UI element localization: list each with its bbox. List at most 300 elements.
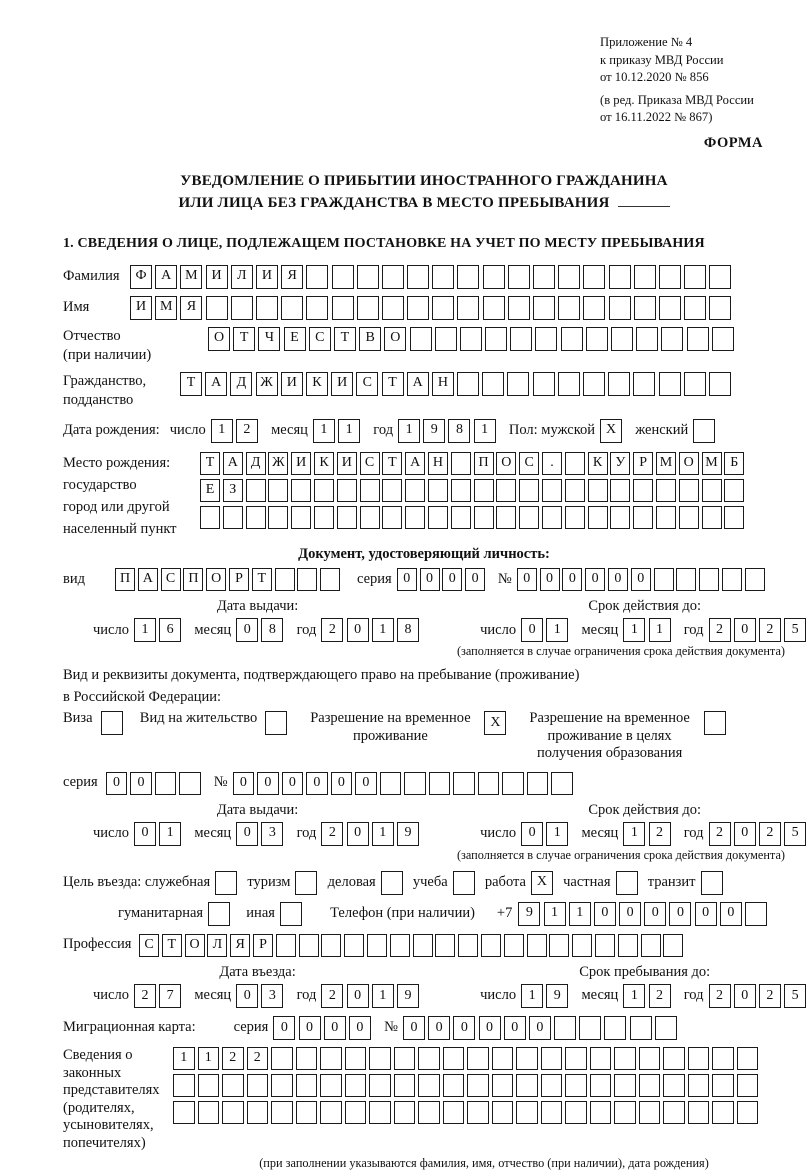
char-cell[interactable]: И <box>331 372 353 396</box>
char-cell[interactable] <box>659 372 681 396</box>
char-cell[interactable]: 0 <box>631 568 651 591</box>
char-cell[interactable] <box>268 506 288 529</box>
char-cell[interactable] <box>485 327 507 351</box>
char-cell[interactable]: 5 <box>784 618 806 642</box>
char-cell[interactable]: 1 <box>372 618 394 642</box>
char-cell[interactable] <box>614 1101 636 1124</box>
char-cell[interactable]: 0 <box>585 568 605 591</box>
char-cell[interactable]: 0 <box>521 822 543 846</box>
char-cell[interactable]: И <box>256 265 278 289</box>
char-cell[interactable] <box>549 934 569 957</box>
char-cell[interactable]: С <box>139 934 159 957</box>
char-cell[interactable]: 0 <box>608 568 628 591</box>
char-cell[interactable]: Н <box>432 372 454 396</box>
char-cell[interactable]: О <box>384 327 406 351</box>
char-cell[interactable] <box>467 1047 489 1070</box>
char-cell[interactable]: 1 <box>544 902 566 926</box>
char-cell[interactable]: 0 <box>540 568 560 591</box>
char-cell[interactable] <box>688 1047 710 1070</box>
char-cell[interactable]: Т <box>382 372 404 396</box>
char-cell[interactable] <box>630 1016 652 1040</box>
name-cells[interactable] <box>130 296 735 320</box>
char-cell[interactable]: X <box>531 871 553 895</box>
char-cell[interactable]: 1 <box>198 1047 220 1070</box>
char-cell[interactable]: 0 <box>428 1016 450 1040</box>
char-cell[interactable] <box>345 1101 367 1124</box>
entry-month-cells[interactable] <box>236 984 286 1008</box>
char-cell[interactable] <box>231 296 253 320</box>
char-cell[interactable] <box>215 871 237 895</box>
char-cell[interactable] <box>527 934 547 957</box>
char-cell[interactable] <box>380 772 402 795</box>
rvp-issue-month-cells[interactable] <box>236 822 286 846</box>
char-cell[interactable] <box>299 934 319 957</box>
char-cell[interactable] <box>688 1074 710 1097</box>
char-cell[interactable]: 1 <box>521 984 543 1008</box>
char-cell[interactable]: 5 <box>784 822 806 846</box>
char-cell[interactable] <box>443 1074 465 1097</box>
char-cell[interactable]: 1 <box>211 419 233 443</box>
char-cell[interactable] <box>394 1074 416 1097</box>
char-cell[interactable] <box>604 1016 626 1040</box>
char-cell[interactable] <box>699 568 719 591</box>
char-cell[interactable]: Я <box>281 265 303 289</box>
char-cell[interactable]: 8 <box>448 419 470 443</box>
char-cell[interactable] <box>467 1101 489 1124</box>
char-cell[interactable] <box>533 372 555 396</box>
char-cell[interactable] <box>297 568 317 591</box>
char-cell[interactable] <box>661 327 683 351</box>
place-number-blank[interactable] <box>618 193 670 207</box>
residence-permit-checkbox[interactable] <box>265 711 290 735</box>
char-cell[interactable]: Д <box>246 452 266 475</box>
char-cell[interactable] <box>565 452 585 475</box>
char-cell[interactable] <box>618 934 638 957</box>
char-cell[interactable] <box>281 296 303 320</box>
char-cell[interactable]: 1 <box>398 419 420 443</box>
char-cell[interactable] <box>337 479 357 502</box>
purpose-private-checkbox[interactable] <box>616 871 641 895</box>
char-cell[interactable] <box>608 372 630 396</box>
visa-checkbox[interactable] <box>101 711 126 735</box>
char-cell[interactable] <box>583 372 605 396</box>
char-cell[interactable]: О <box>496 452 516 475</box>
char-cell[interactable] <box>565 1101 587 1124</box>
char-cell[interactable] <box>435 934 455 957</box>
char-cell[interactable] <box>320 568 340 591</box>
char-cell[interactable] <box>724 506 744 529</box>
char-cell[interactable] <box>688 1101 710 1124</box>
char-cell[interactable] <box>693 419 715 443</box>
patronymic-cells[interactable] <box>208 327 737 351</box>
purpose-business-checkbox[interactable] <box>381 871 406 895</box>
char-cell[interactable] <box>527 772 549 795</box>
char-cell[interactable]: 0 <box>282 772 304 795</box>
char-cell[interactable]: 0 <box>349 1016 371 1040</box>
char-cell[interactable] <box>344 934 364 957</box>
char-cell[interactable] <box>482 372 504 396</box>
char-cell[interactable] <box>474 479 494 502</box>
char-cell[interactable] <box>541 1101 563 1124</box>
char-cell[interactable]: О <box>679 452 699 475</box>
birth-place-row3-cells[interactable] <box>200 506 747 529</box>
char-cell[interactable]: 0 <box>355 772 377 795</box>
char-cell[interactable]: 0 <box>331 772 353 795</box>
char-cell[interactable]: А <box>405 452 425 475</box>
char-cell[interactable] <box>320 1074 342 1097</box>
char-cell[interactable] <box>451 479 471 502</box>
char-cell[interactable]: Д <box>230 372 252 396</box>
char-cell[interactable]: 9 <box>397 984 419 1008</box>
char-cell[interactable] <box>510 327 532 351</box>
char-cell[interactable] <box>676 568 696 591</box>
char-cell[interactable]: Т <box>162 934 182 957</box>
char-cell[interactable] <box>636 327 658 351</box>
char-cell[interactable]: 1 <box>159 822 181 846</box>
char-cell[interactable] <box>633 372 655 396</box>
char-cell[interactable]: 2 <box>134 984 156 1008</box>
char-cell[interactable] <box>565 1047 587 1070</box>
char-cell[interactable]: П <box>474 452 494 475</box>
char-cell[interactable] <box>614 1074 636 1097</box>
char-cell[interactable] <box>247 1101 269 1124</box>
representatives-row1-cells[interactable] <box>173 1047 761 1070</box>
char-cell[interactable]: 0 <box>529 1016 551 1040</box>
char-cell[interactable]: 5 <box>784 984 806 1008</box>
char-cell[interactable] <box>443 1047 465 1070</box>
char-cell[interactable] <box>679 506 699 529</box>
gender-female-checkbox[interactable] <box>693 419 718 443</box>
char-cell[interactable]: М <box>155 296 177 320</box>
char-cell[interactable] <box>588 479 608 502</box>
rvp-series-cells[interactable] <box>106 772 204 795</box>
char-cell[interactable] <box>256 296 278 320</box>
char-cell[interactable] <box>381 871 403 895</box>
doc-valid-year-cells[interactable] <box>709 618 809 642</box>
char-cell[interactable]: 0 <box>347 822 369 846</box>
char-cell[interactable] <box>610 506 630 529</box>
doc-issue-day-cells[interactable] <box>134 618 184 642</box>
rvp-valid-year-cells[interactable] <box>709 822 809 846</box>
char-cell[interactable]: С <box>161 568 181 591</box>
char-cell[interactable]: 1 <box>649 618 671 642</box>
char-cell[interactable] <box>558 372 580 396</box>
char-cell[interactable] <box>516 1047 538 1070</box>
char-cell[interactable] <box>360 506 380 529</box>
char-cell[interactable]: 0 <box>273 1016 295 1040</box>
char-cell[interactable] <box>565 479 585 502</box>
rvp-valid-month-cells[interactable] <box>623 822 673 846</box>
rvp-number-cells[interactable] <box>233 772 576 795</box>
rvp-issue-day-cells[interactable] <box>134 822 184 846</box>
char-cell[interactable]: 1 <box>623 984 645 1008</box>
char-cell[interactable] <box>332 296 354 320</box>
char-cell[interactable] <box>702 479 722 502</box>
char-cell[interactable] <box>572 934 592 957</box>
char-cell[interactable] <box>275 568 295 591</box>
char-cell[interactable]: 0 <box>236 618 258 642</box>
char-cell[interactable] <box>554 1016 576 1040</box>
char-cell[interactable] <box>457 372 479 396</box>
char-cell[interactable]: 6 <box>159 618 181 642</box>
char-cell[interactable]: X <box>484 711 506 735</box>
char-cell[interactable] <box>609 265 631 289</box>
char-cell[interactable] <box>271 1101 293 1124</box>
purpose-other-checkbox[interactable] <box>280 902 305 926</box>
char-cell[interactable]: Ж <box>268 452 288 475</box>
char-cell[interactable]: Т <box>180 372 202 396</box>
char-cell[interactable] <box>492 1047 514 1070</box>
char-cell[interactable] <box>633 479 653 502</box>
mig-number-cells[interactable] <box>403 1016 680 1040</box>
char-cell[interactable] <box>337 506 357 529</box>
char-cell[interactable]: 1 <box>546 822 568 846</box>
char-cell[interactable] <box>542 479 562 502</box>
char-cell[interactable]: А <box>223 452 243 475</box>
char-cell[interactable] <box>291 479 311 502</box>
doc-number-cells[interactable] <box>517 568 768 591</box>
char-cell[interactable]: 0 <box>236 984 258 1008</box>
char-cell[interactable] <box>457 296 479 320</box>
char-cell[interactable]: Р <box>633 452 653 475</box>
char-cell[interactable] <box>246 506 266 529</box>
char-cell[interactable]: 0 <box>306 772 328 795</box>
char-cell[interactable] <box>595 934 615 957</box>
char-cell[interactable]: З <box>223 479 243 502</box>
char-cell[interactable]: 0 <box>720 902 742 926</box>
char-cell[interactable] <box>565 506 585 529</box>
char-cell[interactable] <box>634 296 656 320</box>
doc-issue-year-cells[interactable] <box>321 618 422 642</box>
stay-year-cells[interactable] <box>709 984 809 1008</box>
char-cell[interactable] <box>208 902 230 926</box>
rvp-issue-year-cells[interactable] <box>321 822 422 846</box>
char-cell[interactable] <box>206 296 228 320</box>
char-cell[interactable]: . <box>542 452 562 475</box>
char-cell[interactable] <box>633 506 653 529</box>
char-cell[interactable] <box>332 265 354 289</box>
char-cell[interactable] <box>173 1101 195 1124</box>
char-cell[interactable]: А <box>155 265 177 289</box>
char-cell[interactable]: 1 <box>173 1047 195 1070</box>
char-cell[interactable]: 7 <box>159 984 181 1008</box>
char-cell[interactable]: 0 <box>504 1016 526 1040</box>
char-cell[interactable] <box>737 1101 759 1124</box>
char-cell[interactable] <box>407 296 429 320</box>
char-cell[interactable]: А <box>205 372 227 396</box>
char-cell[interactable]: 8 <box>397 618 419 642</box>
char-cell[interactable] <box>663 1074 685 1097</box>
char-cell[interactable] <box>460 327 482 351</box>
char-cell[interactable] <box>641 934 661 957</box>
char-cell[interactable] <box>369 1047 391 1070</box>
char-cell[interactable] <box>458 934 478 957</box>
char-cell[interactable] <box>508 296 530 320</box>
char-cell[interactable]: 0 <box>734 984 756 1008</box>
char-cell[interactable]: 2 <box>709 618 731 642</box>
char-cell[interactable] <box>410 327 432 351</box>
char-cell[interactable] <box>222 1101 244 1124</box>
char-cell[interactable] <box>451 506 471 529</box>
char-cell[interactable]: Н <box>428 452 448 475</box>
char-cell[interactable]: 2 <box>759 822 781 846</box>
char-cell[interactable]: 1 <box>338 419 360 443</box>
char-cell[interactable]: 2 <box>236 419 258 443</box>
surname-cells[interactable] <box>130 265 735 289</box>
doc-valid-day-cells[interactable] <box>521 618 571 642</box>
doc-valid-month-cells[interactable] <box>623 618 673 642</box>
char-cell[interactable]: 0 <box>134 822 156 846</box>
char-cell[interactable] <box>246 479 266 502</box>
char-cell[interactable] <box>413 934 433 957</box>
char-cell[interactable]: 9 <box>546 984 568 1008</box>
mig-series-cells[interactable] <box>273 1016 374 1040</box>
char-cell[interactable]: X <box>600 419 622 443</box>
char-cell[interactable] <box>709 296 731 320</box>
char-cell[interactable] <box>502 772 524 795</box>
birth-month-cells[interactable] <box>313 419 363 443</box>
entry-year-cells[interactable] <box>321 984 422 1008</box>
purpose-transit-checkbox[interactable] <box>701 871 726 895</box>
char-cell[interactable]: 1 <box>134 618 156 642</box>
char-cell[interactable]: 0 <box>669 902 691 926</box>
char-cell[interactable] <box>369 1074 391 1097</box>
char-cell[interactable]: 2 <box>222 1047 244 1070</box>
char-cell[interactable] <box>663 934 683 957</box>
char-cell[interactable] <box>200 506 220 529</box>
stay-day-cells[interactable] <box>521 984 571 1008</box>
char-cell[interactable] <box>291 506 311 529</box>
char-cell[interactable]: Б <box>724 452 744 475</box>
char-cell[interactable] <box>558 296 580 320</box>
char-cell[interactable]: 0 <box>257 772 279 795</box>
char-cell[interactable] <box>712 1047 734 1070</box>
char-cell[interactable]: 2 <box>649 984 671 1008</box>
char-cell[interactable] <box>271 1047 293 1070</box>
char-cell[interactable] <box>533 265 555 289</box>
char-cell[interactable] <box>611 327 633 351</box>
char-cell[interactable]: С <box>309 327 331 351</box>
doc-kind-cells[interactable] <box>115 568 343 591</box>
char-cell[interactable] <box>679 479 699 502</box>
char-cell[interactable]: 1 <box>313 419 335 443</box>
char-cell[interactable] <box>198 1101 220 1124</box>
char-cell[interactable] <box>709 372 731 396</box>
char-cell[interactable]: 0 <box>734 822 756 846</box>
char-cell[interactable] <box>369 1101 391 1124</box>
char-cell[interactable] <box>432 296 454 320</box>
char-cell[interactable]: 0 <box>420 568 440 591</box>
char-cell[interactable] <box>737 1047 759 1070</box>
char-cell[interactable] <box>712 327 734 351</box>
char-cell[interactable]: О <box>206 568 226 591</box>
char-cell[interactable] <box>443 1101 465 1124</box>
char-cell[interactable]: 0 <box>106 772 128 795</box>
char-cell[interactable]: 2 <box>709 822 731 846</box>
char-cell[interactable]: О <box>185 934 205 957</box>
char-cell[interactable] <box>357 296 379 320</box>
char-cell[interactable]: 0 <box>517 568 537 591</box>
rvp-valid-day-cells[interactable] <box>521 822 571 846</box>
char-cell[interactable] <box>541 1074 563 1097</box>
char-cell[interactable] <box>507 372 529 396</box>
char-cell[interactable] <box>616 871 638 895</box>
char-cell[interactable] <box>704 711 726 735</box>
char-cell[interactable] <box>453 772 475 795</box>
char-cell[interactable] <box>659 296 681 320</box>
char-cell[interactable] <box>745 902 767 926</box>
char-cell[interactable] <box>394 1047 416 1070</box>
char-cell[interactable] <box>296 1047 318 1070</box>
char-cell[interactable]: 0 <box>521 618 543 642</box>
char-cell[interactable] <box>492 1101 514 1124</box>
char-cell[interactable]: А <box>407 372 429 396</box>
char-cell[interactable] <box>173 1074 195 1097</box>
char-cell[interactable] <box>583 265 605 289</box>
char-cell[interactable] <box>579 1016 601 1040</box>
char-cell[interactable]: С <box>360 452 380 475</box>
char-cell[interactable] <box>432 265 454 289</box>
char-cell[interactable]: Р <box>229 568 249 591</box>
char-cell[interactable] <box>659 265 681 289</box>
purpose-work-checkbox[interactable] <box>531 871 556 895</box>
char-cell[interactable] <box>519 479 539 502</box>
char-cell[interactable] <box>709 265 731 289</box>
char-cell[interactable] <box>663 1047 685 1070</box>
char-cell[interactable]: 0 <box>347 618 369 642</box>
entry-day-cells[interactable] <box>134 984 184 1008</box>
char-cell[interactable] <box>483 265 505 289</box>
char-cell[interactable] <box>345 1074 367 1097</box>
char-cell[interactable]: 0 <box>734 618 756 642</box>
char-cell[interactable] <box>609 296 631 320</box>
char-cell[interactable]: 0 <box>347 984 369 1008</box>
char-cell[interactable] <box>639 1101 661 1124</box>
char-cell[interactable] <box>271 1074 293 1097</box>
purpose-humanitarian-checkbox[interactable] <box>208 902 233 926</box>
char-cell[interactable] <box>663 1101 685 1124</box>
char-cell[interactable] <box>418 1047 440 1070</box>
gender-male-checkbox[interactable] <box>600 419 625 443</box>
char-cell[interactable]: 3 <box>261 822 283 846</box>
char-cell[interactable]: Т <box>252 568 272 591</box>
char-cell[interactable] <box>390 934 410 957</box>
birth-day-cells[interactable] <box>211 419 261 443</box>
char-cell[interactable]: 1 <box>546 618 568 642</box>
char-cell[interactable]: 9 <box>423 419 445 443</box>
char-cell[interactable] <box>656 506 676 529</box>
char-cell[interactable] <box>737 1074 759 1097</box>
char-cell[interactable]: 2 <box>321 984 343 1008</box>
char-cell[interactable] <box>451 452 471 475</box>
char-cell[interactable]: С <box>356 372 378 396</box>
doc-series-cells[interactable] <box>397 568 488 591</box>
char-cell[interactable] <box>588 506 608 529</box>
char-cell[interactable]: 0 <box>695 902 717 926</box>
char-cell[interactable]: Ф <box>130 265 152 289</box>
profession-cells[interactable] <box>139 934 686 957</box>
char-cell[interactable] <box>223 506 243 529</box>
char-cell[interactable]: 0 <box>465 568 485 591</box>
char-cell[interactable] <box>590 1047 612 1070</box>
citizenship-cells[interactable] <box>180 372 734 396</box>
char-cell[interactable] <box>583 296 605 320</box>
char-cell[interactable] <box>684 296 706 320</box>
char-cell[interactable]: О <box>208 327 230 351</box>
char-cell[interactable] <box>418 1101 440 1124</box>
char-cell[interactable] <box>321 934 341 957</box>
char-cell[interactable] <box>295 871 317 895</box>
